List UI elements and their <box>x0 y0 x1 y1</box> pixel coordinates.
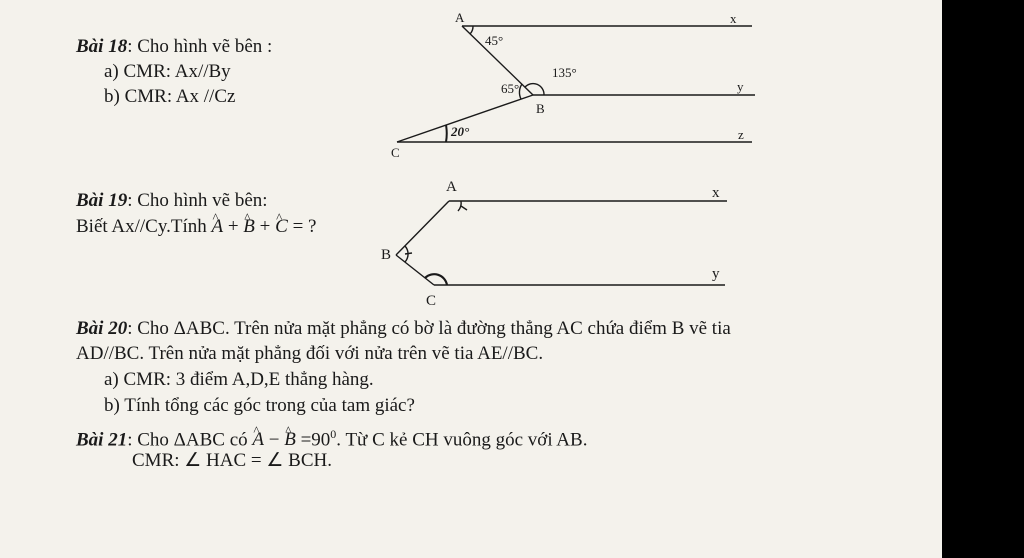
bai18-title: Bài 18 <box>76 36 128 57</box>
angle-tick-a <box>461 206 467 210</box>
bai19-intro: : Cho hình vẽ bên: <box>127 190 268 211</box>
bai20-item-a: a) CMR: 3 điểm A,D,E thẳng hàng. <box>104 369 374 390</box>
segment-bc <box>396 255 434 285</box>
figure-19-labels <box>381 179 720 309</box>
angle-arc-c <box>446 125 447 142</box>
angle-arc-a <box>470 26 473 34</box>
degree-superscript: 0 <box>330 427 337 441</box>
bai20-text: : Cho ΔABC. Trên nửa mặt phẳng có bờ là đường thẳng AC chứa điểm B vẽ tia <box>127 318 731 339</box>
fig18-label-a: A <box>455 10 465 25</box>
bai21-prefix: : Cho ΔABC có <box>127 429 253 451</box>
fig18-angle-c: 20° <box>451 124 470 139</box>
bai20-line2: AD//BC. Trên nửa mặt phẳng đối với nửa trên vẽ tia AE//BC. <box>76 343 544 364</box>
fig18-label-y: y <box>737 79 744 94</box>
segment-ab <box>396 201 449 255</box>
bai20-item-b: b) Tính tổng các góc trong của tam giác? <box>104 395 415 416</box>
plus-sign: + <box>254 216 276 237</box>
bai19-title: Bài 19 <box>76 190 128 211</box>
bai20-title: Bài 20 <box>76 318 128 339</box>
bai18-item-a: a) CMR: Ax//By <box>104 61 231 82</box>
bai21-title: Bài 21 <box>76 429 128 451</box>
angle-arc-b-left <box>519 84 522 99</box>
angle-arc-c <box>425 274 447 285</box>
bai21-suffix: . Từ C kẻ CH vuông góc với AB. <box>336 429 588 451</box>
figure-19 <box>396 201 727 285</box>
fig18-label-x: x <box>730 11 737 26</box>
figure-18-labels <box>391 10 744 160</box>
fig19-label-y: y <box>712 266 720 282</box>
fig18-angle-b-right: 135° <box>552 65 577 80</box>
fig19-label-a: A <box>446 179 457 195</box>
bai18-intro: : Cho hình vẽ bên : <box>127 36 273 57</box>
angle-arc-a <box>458 201 461 211</box>
fig19-label-x: x <box>712 185 720 201</box>
fig18-angle-a: 45° <box>485 33 504 48</box>
plus-sign: + <box>223 216 244 237</box>
bai21-line2: CMR: ∠ HAC = ∠ BCH. <box>132 450 332 471</box>
fig19-label-c: C <box>426 293 437 309</box>
angle-tick-b <box>405 253 412 254</box>
fig18-label-b: B <box>536 101 545 116</box>
angle-hat-c: ^ C <box>275 216 288 238</box>
bai18-item-b: b) CMR: Ax //Cz <box>104 86 236 107</box>
angle-hat-a: ^ A <box>211 216 223 238</box>
fig18-label-z: z <box>738 127 744 142</box>
angle-hat-b: ^ B <box>284 429 296 451</box>
fig19-label-b: B <box>381 247 392 263</box>
angle-hat-a: ^ A <box>252 429 264 451</box>
minus-sign: − <box>263 429 285 451</box>
equals-ninety: =90 <box>295 429 331 451</box>
fig18-label-c: C <box>391 145 400 160</box>
fig18-angle-b-left: 65° <box>501 81 520 96</box>
bai19-question-suffix: = ? <box>287 216 317 237</box>
angle-hat-b: ^ B <box>243 216 255 238</box>
bai19-question-prefix: Biết Ax//Cy.Tính <box>76 216 212 237</box>
